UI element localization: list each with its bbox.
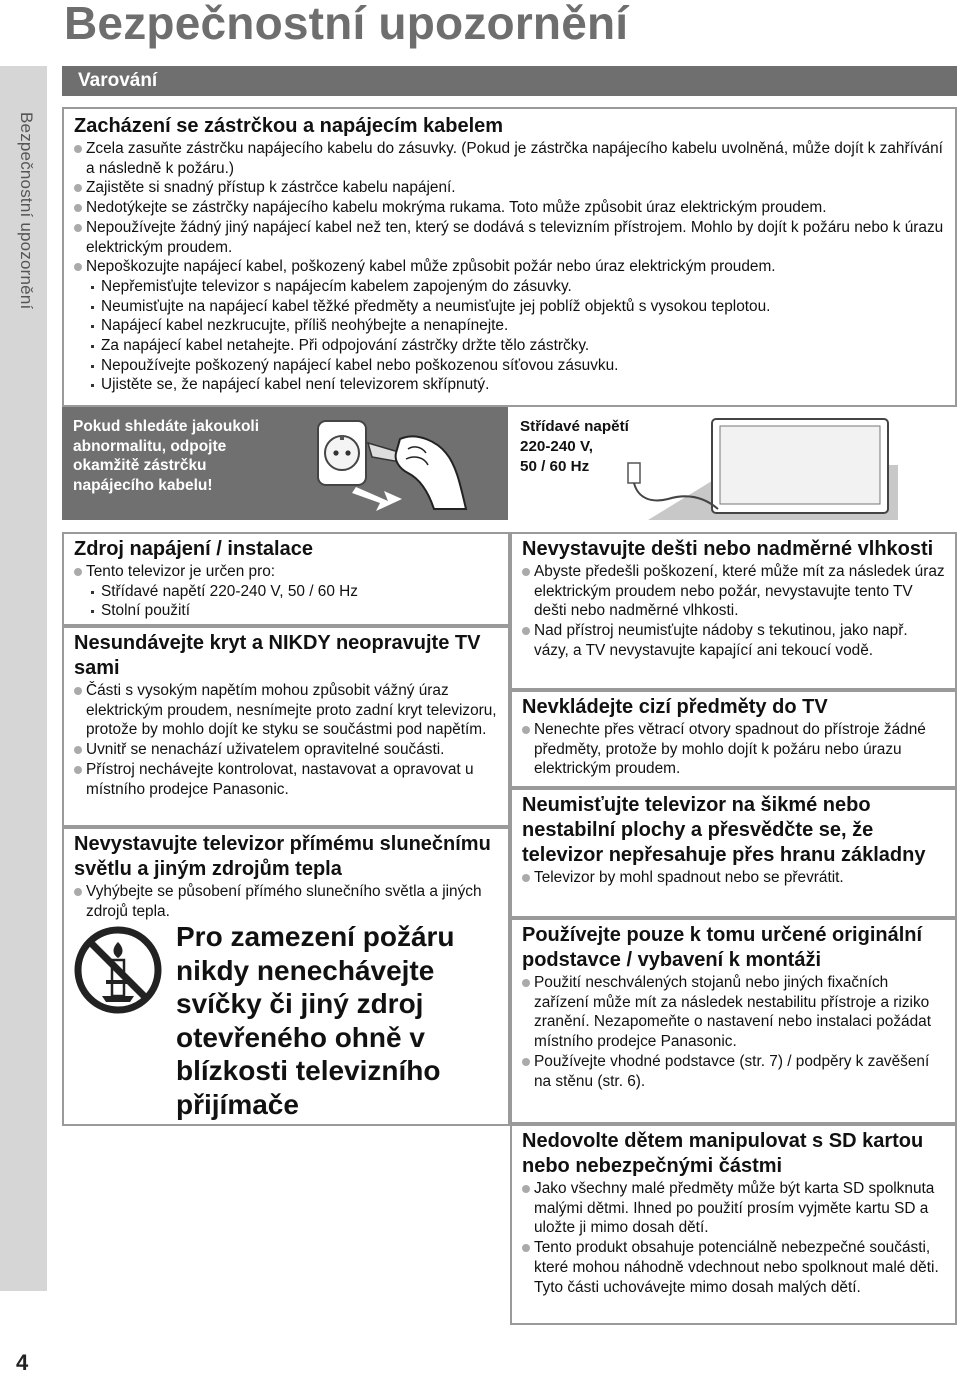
list-item: Jako všechny malé předměty může být karta SD spolknuta malými dětmi. Ihned po použití prosím vyjměte kartu SD a uložte ji mimo dosah dětí. — [522, 1179, 945, 1238]
list-item: Tento televizor je určen pro: — [74, 562, 498, 582]
plug-section-heading: Zacházení se zástrčkou a napájecím kabelem — [74, 115, 504, 137]
warning-bar — [62, 66, 957, 96]
sub-list-item: Neumisťujte na napájecí kabel těžké předměty a neumisťujte jej poblíž objektů s vysokou teplotou. — [74, 297, 945, 317]
stand-heading: Používejte pouze k tomu určené originální podstavce / vybavení k montáži — [522, 924, 923, 971]
list-item: Tento produkt obsahuje potenciálně nebezpečné součásti, které mohou náhodně vdechnout nebo spolknout malé děti. Tyto části uchovávejte mimo dosah malých dětí. — [522, 1238, 945, 1297]
tv-with-cable-icon — [608, 417, 898, 520]
rain-heading: Nevystavujte dešti nebo nadměrné vlhkosti — [522, 538, 934, 560]
children-section — [510, 1124, 957, 1325]
voltage-panel — [508, 407, 907, 520]
list-item: Nepoškozujte napájecí kabel, poškozený kabel může způsobit požár nebo úraz elektrickým proudem. — [74, 257, 945, 277]
foreign-heading: Nevkládejte cizí předměty do TV — [522, 696, 828, 718]
sub-list-item: Ujistěte se, že napájecí kabel není televizorem skřípnutý. — [74, 375, 945, 395]
sub-list-item: Střídavé napětí 220-240 V, 50 / 60 Hz — [74, 582, 498, 602]
abnormality-alert — [62, 407, 508, 520]
foreign-objects-section — [510, 690, 957, 788]
sub-list-item: Nepoužívejte poškozený napájecí kabel nebo poškozenou síťovou zásuvku. — [74, 356, 945, 376]
stand-section — [510, 918, 957, 1124]
list-item: Nepoužívejte žádný jiný napájecí kabel než ten, který se dodává s televizním přístrojem. Mohlo by dojít k požáru nebo k úrazu elektrickým proudem. — [74, 218, 945, 257]
sunlight-heading: Nevystavujte televizor přímému slunečnímu světlu a jiným zdrojům tepla — [74, 833, 491, 880]
surface-section — [510, 788, 957, 918]
list-item: Části s vysokým napětím mohou způsobit vážný úraz elektrickým proudem, nesnímejte proto zadní kryt televizoru, protože by mohlo dojít ke styku se součástmi pod napětím. — [74, 681, 498, 740]
no-open-flame-icon — [72, 924, 164, 1016]
plug-cable-section — [62, 107, 957, 407]
sub-list-item: Stolní použití — [74, 601, 498, 621]
power-installation-section — [62, 532, 510, 626]
surface-heading: Neumisťujte televizor na šikmé nebo nestabilní plochy a přesvědčte se, že televizor nepřesahuje přes hranu základny — [522, 794, 926, 866]
list-item: Přístroj nechávejte kontrolovat, nastavovat a opravovat u místního prodejce Panasonic. — [74, 760, 498, 799]
cover-section — [62, 626, 510, 827]
cover-heading: Nesundávejte kryt a NIKDY neopravujte TV sami — [74, 632, 481, 679]
voltage-note: Střídavé napětí 220-240 V, 50 / 60 Hz — [520, 418, 629, 475]
list-item: Zajistěte si snadný přístup k zástrčce kabelu napájení. — [74, 178, 945, 198]
wall-socket-icon — [310, 413, 490, 513]
list-item: Televizor by mohl spadnout nebo se převrátit. — [522, 868, 945, 888]
list-item: Uvnitř se nenachází uživatelem opravitelné součásti. — [74, 740, 498, 760]
list-item: Použití neschválených stojanů nebo jiných fixačních zařízení může mít za následek nestabilitu přístroje a riziko zranění. Nezapomeňte o nastavení nebo instalaci požádat místního prodejce Panasonic. — [522, 973, 945, 1052]
side-label: Bezpečnostní upozornění — [17, 112, 36, 310]
sub-list-item: Nepřemisťujte televizor s napájecím kabelem zapojeným do zásuvky. — [74, 277, 945, 297]
sub-list-item: Za napájecí kabel netahejte. Při odpojování zástrčky držte tělo zástrčky. — [74, 336, 945, 356]
list-item: Používejte vhodné podstavce (str. 7) / podpěry k zavěšení na stěnu (str. 6). — [522, 1052, 945, 1091]
warning-bar-label: Varování — [78, 70, 158, 91]
abnormality-notice: Pokud shledáte jakoukoli abnormalitu, odpojte okamžitě zástrčku napájecího kabelu! — [73, 418, 260, 494]
power-heading: Zdroj napájení / instalace — [74, 538, 313, 560]
sub-list-item: Napájecí kabel nezkrucujte, příliš neohýbejte a nenapínejte. — [74, 316, 945, 336]
candle-warning: Pro zamezení požáru nikdy nenechávejte svíčky či jiný zdroj otevřeného ohně v blízkosti televizního přijímače — [176, 921, 455, 1120]
rain-section — [510, 532, 957, 690]
list-item: Nad přístroj neumisťujte nádoby s tekutinou, jako např. vázy, a TV nevystavujte kapající ani tekoucí vodě. — [522, 621, 945, 660]
page-title: Bezpečnostní upozornění — [64, 0, 629, 49]
list-item: Zcela zasuňte zástrčku napájecího kabelu do zásuvky. (Pokud je zástrčka napájecího kabelu uvolněná, může dojít k zahřívání a následně k požáru.) — [74, 139, 945, 178]
list-item: Abyste předešli poškození, které může mít za následek úraz elektrickým proudem nebo požár, nevystavujte tento TV dešti nebo nadměrné vlhkosti. — [522, 562, 945, 621]
page-number: 4 — [16, 1350, 29, 1375]
list-item: Nenechte přes větrací otvory spadnout do přístroje žádné předměty, protože by mohlo dojít k požáru nebo úrazu elektrickým proudem. — [522, 720, 945, 779]
children-heading: Nedovolte dětem manipulovat s SD kartou nebo nebezpečnými částmi — [522, 1130, 924, 1177]
list-item: Vyhýbejte se působení přímého slunečního světla a jiných zdrojů tepla. — [74, 882, 498, 921]
list-item: Nedotýkejte se zástrčky napájecího kabelu mokrýma rukama. Toto může způsobit úraz elektrickým proudem. — [74, 198, 945, 218]
